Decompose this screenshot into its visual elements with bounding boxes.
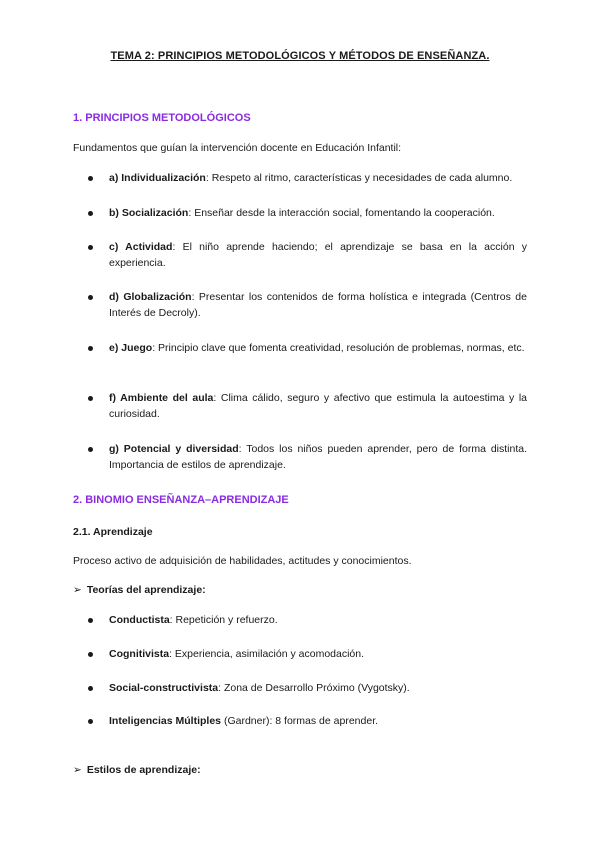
bullet-icon xyxy=(88,396,93,401)
section-1-heading: 1. PRINCIPIOS METODOLÓGICOS xyxy=(73,112,251,124)
list-item: Social-constructivista: Zona de Desarrollo Próximo (Vygotsky). xyxy=(109,682,410,694)
list-item: a) Individualización: Respeto al ritmo, características y necesidades de cada alumno. xyxy=(109,172,513,184)
bullet-icon xyxy=(88,245,93,250)
subsection-text: Proceso activo de adquisición de habilidades, actitudes y conocimientos. xyxy=(73,555,412,567)
theories-heading: ➢ Teorías del aprendizaje: xyxy=(73,584,206,596)
bullet-icon xyxy=(88,618,93,623)
list-item: d) Globalización: Presentar los contenidos de forma holística e integrada (Centros de Interés de Decroly). xyxy=(109,291,527,319)
subsection-heading: 2.1. Aprendizaje xyxy=(73,526,153,538)
styles-heading: ➢ Estilos de aprendizaje: xyxy=(73,764,201,776)
section-2-heading: 2. BINOMIO ENSEÑANZA–APRENDIZAJE xyxy=(73,494,289,506)
bullet-icon xyxy=(88,176,93,181)
arrow-icon: ➢ xyxy=(73,584,82,596)
bullet-icon xyxy=(88,652,93,657)
list-item: f) Ambiente del aula: Clima cálido, seguro y afectivo que estimula la autoestima y la curiosidad. xyxy=(109,392,527,420)
list-item: Conductista: Repetición y refuerzo. xyxy=(109,614,278,626)
arrow-icon: ➢ xyxy=(73,764,82,776)
list-item: c) Actividad: El niño aprende haciendo; el aprendizaje se basa en la acción y experiencia. xyxy=(109,241,528,269)
bullet-icon xyxy=(88,447,93,452)
list-item: g) Potencial y diversidad: Todos los niños pueden aprender, pero de forma distinta. Importancia de estilos de aprendizaje. xyxy=(109,443,528,471)
list-item: Cognitivista: Experiencia, asimilación y acomodación. xyxy=(109,648,365,660)
list-item: b) Socialización: Enseñar desde la interacción social, fomentando la cooperación. xyxy=(109,207,495,219)
document-title: TEMA 2: PRINCIPIOS METODOLÓGICOS Y MÉTODOS DE ENSEÑANZA. xyxy=(110,50,490,62)
bullet-icon xyxy=(88,346,93,351)
list-item: Inteligencias Múltiples (Gardner): 8 formas de aprender. xyxy=(109,715,379,727)
list-item: e) Juego: Principio clave que fomenta creatividad, resolución de problemas, normas, etc. xyxy=(109,342,525,354)
bullet-icon xyxy=(88,686,93,691)
bullet-icon xyxy=(88,211,93,216)
bullet-icon xyxy=(88,295,93,300)
bullet-icon xyxy=(88,719,93,724)
section-1-intro: Fundamentos que guían la intervención docente en Educación Infantil: xyxy=(73,142,402,154)
